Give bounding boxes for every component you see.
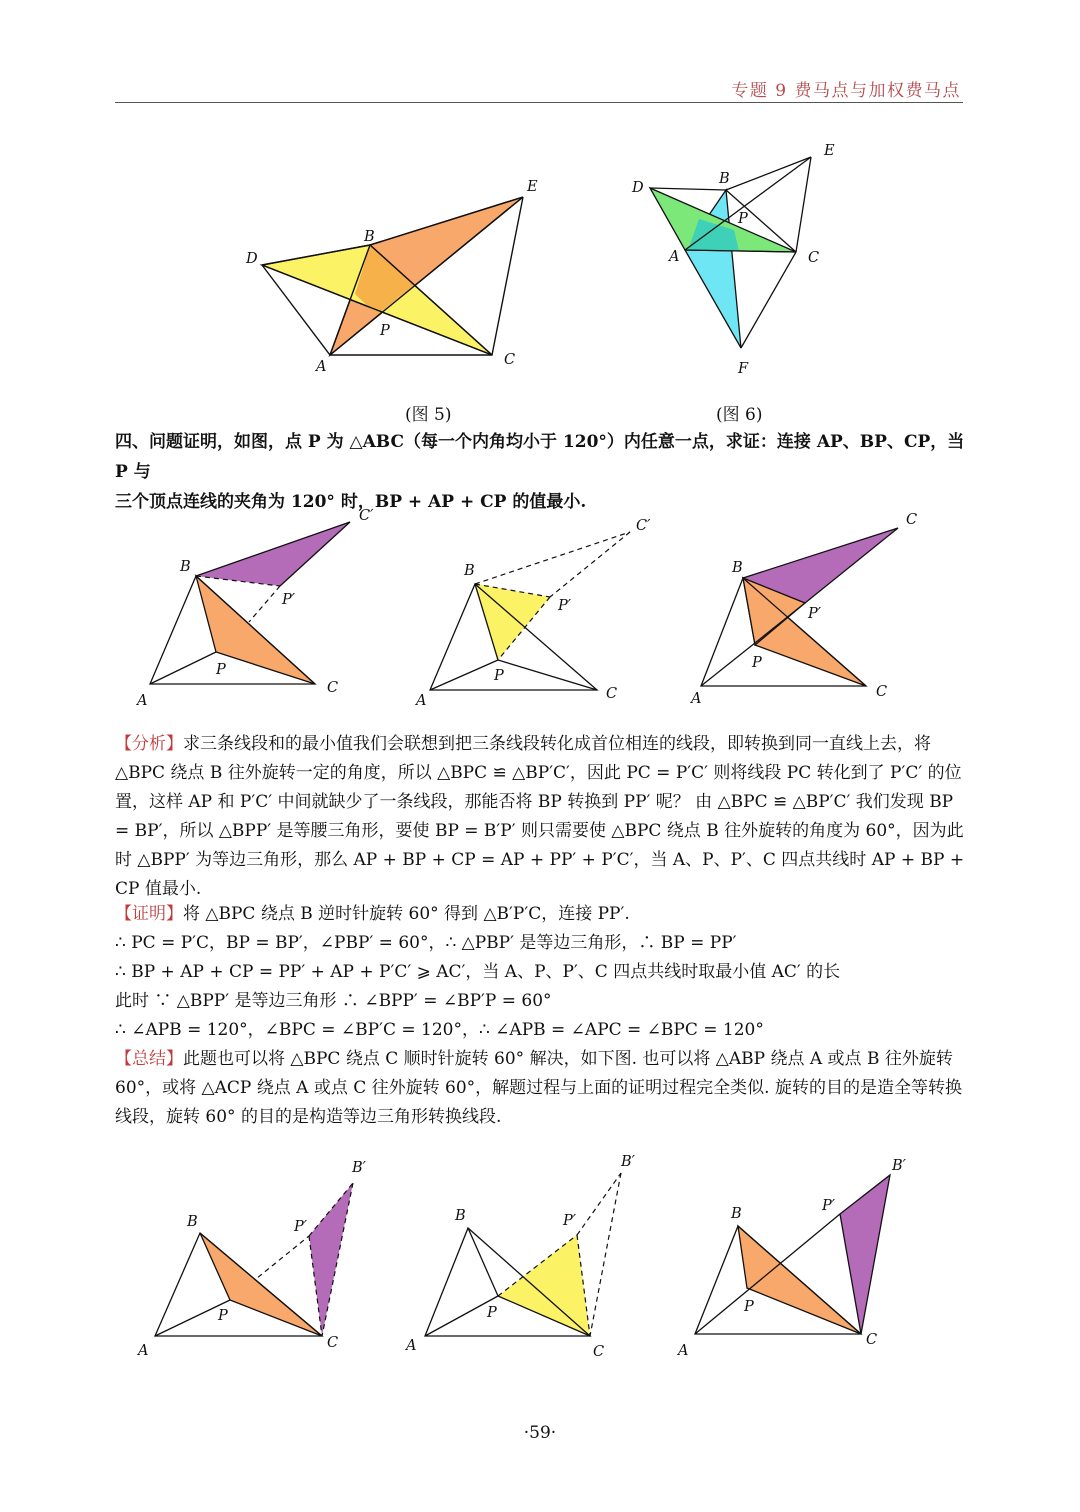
analysis-paragraph <box>115 730 965 904</box>
vertex-label: P′ <box>822 1198 836 1214</box>
vertex-label: C <box>906 512 918 528</box>
fig6-label-E: E <box>824 143 835 159</box>
segment <box>741 252 796 348</box>
vertex-label: P′ <box>558 598 572 614</box>
shaded-region <box>309 1183 353 1336</box>
fig6-label-D: D <box>632 180 644 196</box>
vertex-label: C <box>593 1344 605 1360</box>
analysis-text: 求三条线段和的最小值我们会联想到把三条线段转化成首位相连的线段，即转换到同一直线上去，将 △BPC 绕点 B 往外旋转一定的角度，所以 △BPC ≌ △BP′C′，因此 PC = P′C′ 则将线段 PC 转化到了 P′C′ 的位置，这样 AP 和 P′C′ 中间就缺少了一条线段，那能否将 BP 转换到 PP′ 呢？ 由 △BPC ≌ △BP′C′ 我们发现 BP = BP′，所以 △BPP′ 是等腰三角形，要使 BP = B′P′ 则只需要使 △BPC 绕点 B 往外旋转的角度为 60°，因为此时 △BPP′ 为等边三角形，那么 AP + BP + CP = AP + PP′ + P′C′，当 A、P、P′、C 四点共线时 AP + BP + CP 值最小. <box>115 734 965 899</box>
segment <box>468 1228 498 1296</box>
row1-panel1 <box>135 508 374 709</box>
analysis-tag: 【分析】 <box>115 734 183 754</box>
summary-text: 此题也可以将 △BPC 绕点 C 顺时针旋转 60° 解决，如下图. 也可以将 △ABP 绕点 A 或点 B 往外旋转 60°，或将 △ACP 绕点 A 或点 C 往外旋转 60°，解题过程与上面的证明过程完全类似. 旋转的目的是造全等转换线段，旋转 60° 的目的是构造等边三角形转换线段. <box>115 1049 962 1127</box>
page-number: ·59· <box>523 1423 557 1443</box>
segment <box>249 586 280 622</box>
vertex-label: C <box>876 684 888 700</box>
vertex-label: P <box>744 1299 754 1315</box>
fig6-label-B: B <box>719 171 730 187</box>
proof-figures-row1 <box>130 500 940 715</box>
vertex-label: A <box>416 693 427 709</box>
fig5-label-P: P <box>380 323 390 339</box>
vertex-label: A <box>406 1338 417 1354</box>
row2-panel3 <box>676 1158 907 1359</box>
vertex-label: C <box>327 1335 339 1351</box>
shaded-region <box>498 1235 590 1336</box>
vertex-label: P <box>494 668 504 684</box>
section4-line2: 三个顶点连线的夹角为 120° 时，BP + AP + CP 的值最小. <box>115 492 587 512</box>
row1-panel3 <box>689 512 917 707</box>
vertex-label: P <box>216 662 226 678</box>
vertex-label: A <box>137 693 148 709</box>
vertex-label: C′ <box>636 518 651 534</box>
figure-5 <box>230 170 560 380</box>
proof-line-2: ∴ BP + AP + CP = PP′ + AP + P′C′ ⩾ AC′，当 A、P、P′、C 四点共线时取最小值 AC′ 的长 <box>115 962 841 982</box>
segment <box>498 660 597 690</box>
fig6-label-F: F <box>738 361 749 377</box>
fig5-label-E: E <box>527 179 538 195</box>
proof-tag: 【证明】 <box>115 904 183 924</box>
vertex-label: P′ <box>282 592 296 608</box>
fig6-label-P: P <box>738 211 748 227</box>
proof-first: 将 △BPC 绕点 B 逆时针旋转 60° 得到 △B′P′C，连接 PP′. <box>183 904 630 924</box>
vertex-label: B′ <box>892 1158 906 1174</box>
vertex-label: B <box>455 1208 466 1224</box>
segment <box>796 157 811 252</box>
vertex-label: B <box>180 559 191 575</box>
proof-first-line <box>115 900 965 929</box>
vertex-label: B <box>731 1206 742 1222</box>
fig5-label-A: A <box>316 359 327 375</box>
segment <box>650 188 726 190</box>
shaded-region <box>196 522 350 586</box>
proof-line-3: 此时 ∵ △BPP′ 是等边三角形 ∴ ∠BPP′ = ∠BP′P = 60° <box>115 991 552 1011</box>
segment <box>475 532 630 584</box>
vertex-label: C <box>866 1332 878 1348</box>
row2-panel1 <box>136 1160 367 1359</box>
row1-panel2 <box>414 518 651 709</box>
vertex-label: P <box>752 655 762 671</box>
fig6-label-C: C <box>808 250 820 266</box>
figure-6 <box>625 140 845 380</box>
vertex-label: B <box>464 563 475 579</box>
vertex-label: C <box>606 686 618 702</box>
fig5-label-B: B <box>364 229 375 245</box>
vertex-label: P <box>218 1308 228 1324</box>
vertex-label: P′ <box>294 1219 308 1235</box>
vertex-label: B <box>732 560 743 576</box>
proof-figures-row2 <box>130 1145 940 1365</box>
row2-panel2 <box>404 1154 636 1360</box>
summary-tag: 【总结】 <box>115 1049 183 1069</box>
vertex-label: P <box>487 1305 497 1321</box>
vertex-label: P′ <box>808 606 822 622</box>
vertex-label: B <box>187 1214 198 1230</box>
fig6-label-A: A <box>669 249 680 265</box>
vertex-label: C <box>327 680 339 696</box>
proof-line-4: ∴ ∠APB = 120°，∠BPC = ∠BP′C = 120°，∴ ∠APB = ∠APC = ∠BPC = 120° <box>115 1020 764 1040</box>
summary-paragraph <box>115 1045 965 1132</box>
vertex-label: B′ <box>621 1154 635 1170</box>
shaded-region <box>840 1175 890 1334</box>
fig6-caption: (图 6) <box>716 405 763 425</box>
segment <box>590 1173 621 1336</box>
vertex-label: A <box>691 691 702 707</box>
section4-line1: 四、问题证明，如图，点 P 为 △ABC（每一个内角均小于 120°）内任意一点，求证：连接 AP、BP、CP，当 P 与 <box>115 432 965 482</box>
vertex-label: B′ <box>352 1160 366 1176</box>
vertex-label: A <box>678 1343 689 1359</box>
fig5-label-C: C <box>504 352 516 368</box>
segment <box>550 532 630 597</box>
fig5-caption: (图 5) <box>405 405 452 425</box>
segment <box>726 157 811 190</box>
segment <box>577 1173 621 1235</box>
page-header <box>115 70 963 103</box>
segment <box>150 652 216 684</box>
vertex-label: P′ <box>563 1213 577 1229</box>
fig5-label-D: D <box>246 251 258 267</box>
vertex-label: C′ <box>359 508 374 524</box>
header-title: 专题 9 费马点与加权费马点 <box>731 81 961 101</box>
vertex-label: A <box>138 1343 149 1359</box>
proof-line-1: ∴ PC = P′C，BP = BP′，∠PBP′ = 60°，∴ △PBP′ 是等边三角形，∴ BP = PP′ <box>115 933 737 953</box>
